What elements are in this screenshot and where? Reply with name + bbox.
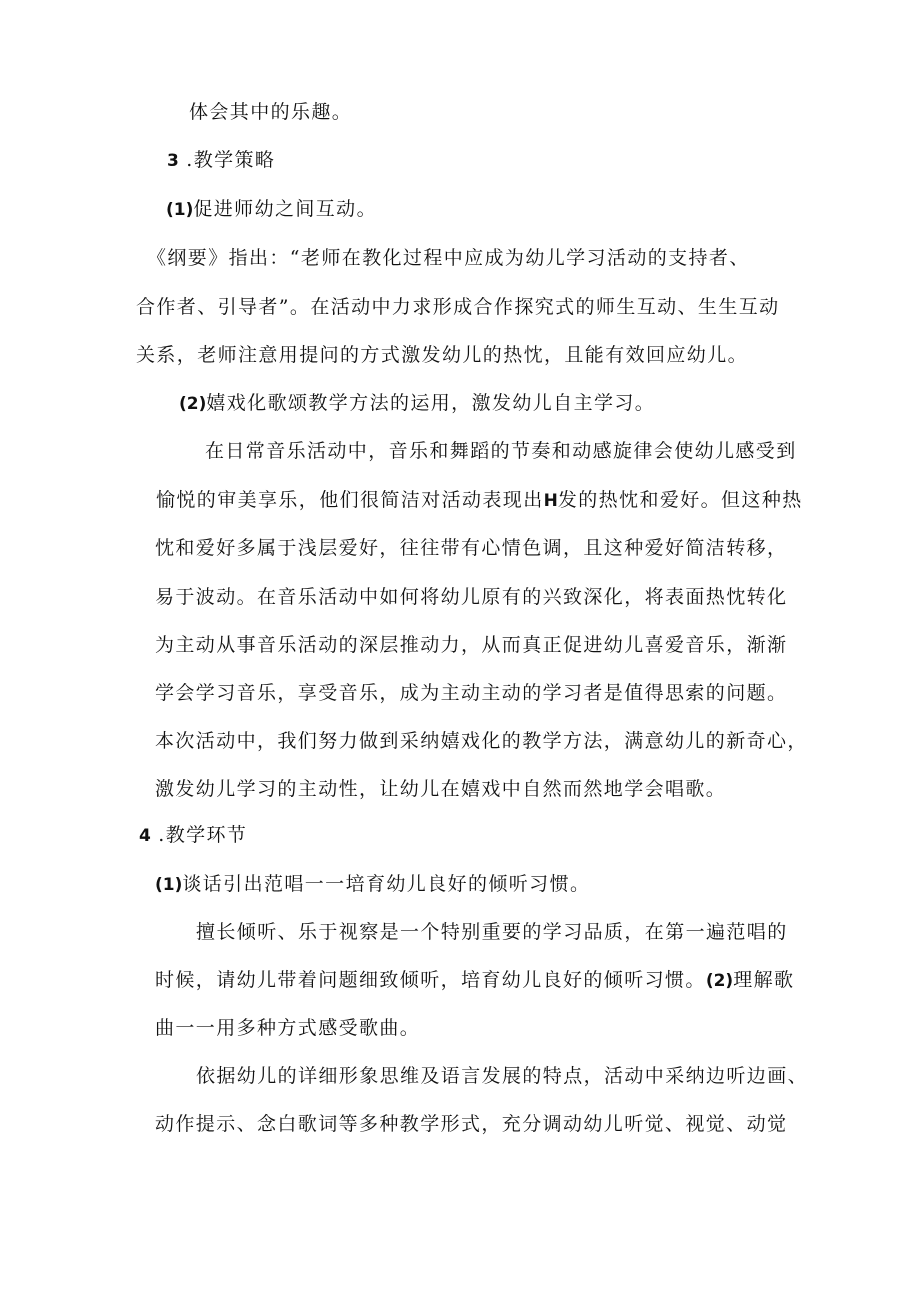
line-text: 学会学习音乐，享受音乐，成为主动主动的学习者是值得思索的问题。 xyxy=(155,682,788,704)
paragraph-line xyxy=(136,295,780,319)
line-text: 依据幼儿的详细形象思维及语言发展的特点，活动中采纳边听边画、 xyxy=(196,1065,809,1087)
paragraph-line xyxy=(196,1064,808,1088)
line-text: 激发幼儿学习的主动性，让幼儿在嬉戏中自然而然地学会唱歌。 xyxy=(155,778,727,800)
line-text: 本次活动中，我们努力做到采纳嬉戏化的教学方法，满意幼儿的新奇心， xyxy=(155,730,808,752)
paragraph-line xyxy=(155,729,808,753)
line-text: 体会其中的乐趣。 xyxy=(189,101,353,123)
line-text: 曲一一用多种方式感受歌曲。 xyxy=(155,1017,421,1039)
section-title: .教学环节 xyxy=(150,824,248,846)
paragraph-line xyxy=(155,777,726,801)
line-text: 动作提示、念白歌词等多种教学形式，充分调动幼儿听觉、视觉、动觉 xyxy=(155,1113,788,1135)
subsection-number: (2) xyxy=(179,394,207,414)
paragraph-line xyxy=(196,920,788,944)
subsection-title: 嬉戏化歌颂教学方法的运用，激发幼儿自主学习。 xyxy=(206,392,656,414)
inline-mark: H xyxy=(543,491,558,511)
paragraph-line xyxy=(155,585,787,609)
line-text: 关系，老师注意用提问的方式激发幼儿的热忱，且能有效回应幼儿。 xyxy=(136,344,749,366)
subsection-number: (1) xyxy=(155,875,183,895)
paragraph-line xyxy=(205,439,797,463)
paragraph-line xyxy=(155,536,787,560)
line-text: 愉悦的审美享乐，他们很简洁对活动表现出 xyxy=(156,489,544,511)
paragraph-line xyxy=(136,343,748,367)
section-number: 3 xyxy=(167,151,179,171)
section-title: .教学策略 xyxy=(178,149,276,171)
line-text: 为主动从事音乐活动的深层推动力，从而真正促进幼儿喜爱音乐，渐渐 xyxy=(155,634,788,656)
line-text: 擅长倾听、乐于视察是一个特别重要的学习品质，在第一遍范唱的 xyxy=(196,921,788,943)
inline-subsection-number: (2) xyxy=(705,971,734,991)
subsection-number: (1) xyxy=(166,200,194,220)
line-text: 合作者、引导者”。在活动中力求形成合作探究式的师生互动、生生互动 xyxy=(136,296,780,318)
line-text: 易于波动。在音乐活动中如何将幼儿原有的兴致深化，将表面热忱转化 xyxy=(155,586,788,608)
section-number: 4 xyxy=(139,826,151,846)
paragraph-line xyxy=(155,633,787,657)
paragraph-line xyxy=(155,1016,420,1040)
line-text: 在日常音乐活动中，音乐和舞蹈的节奏和动感旋律会使幼儿感受到 xyxy=(205,440,797,462)
paragraph-line xyxy=(156,488,803,513)
section-heading xyxy=(139,823,247,848)
line-text-continued: 理解歌 xyxy=(733,969,795,991)
paragraph-line xyxy=(155,968,794,993)
line-text: 《纲要》指出：“老师在教化过程中应成为幼儿学习活动的支持者、 xyxy=(147,247,750,269)
line-text-continued: 发的热忱和爱好。但这种热 xyxy=(557,489,803,511)
paragraph-line xyxy=(155,1112,787,1136)
subsection-title: 谈话引出范唱一一培育幼儿良好的倾听习惯。 xyxy=(182,873,591,895)
paragraph-line xyxy=(147,246,750,270)
subsection-heading xyxy=(155,872,590,897)
line-text: 时候，请幼儿带着问题细致倾听，培育幼儿良好的倾听习惯。 xyxy=(155,969,706,991)
subsection-heading xyxy=(166,197,377,222)
subsection-heading xyxy=(179,391,655,416)
paragraph-line xyxy=(155,681,787,705)
section-heading xyxy=(167,148,275,173)
subsection-title: 促进师幼之间互动。 xyxy=(193,198,377,220)
line-text: 忱和爱好多属于浅层爱好，往往带有心情色调，且这种爱好简洁转移， xyxy=(155,537,788,559)
paragraph-line xyxy=(189,100,352,124)
